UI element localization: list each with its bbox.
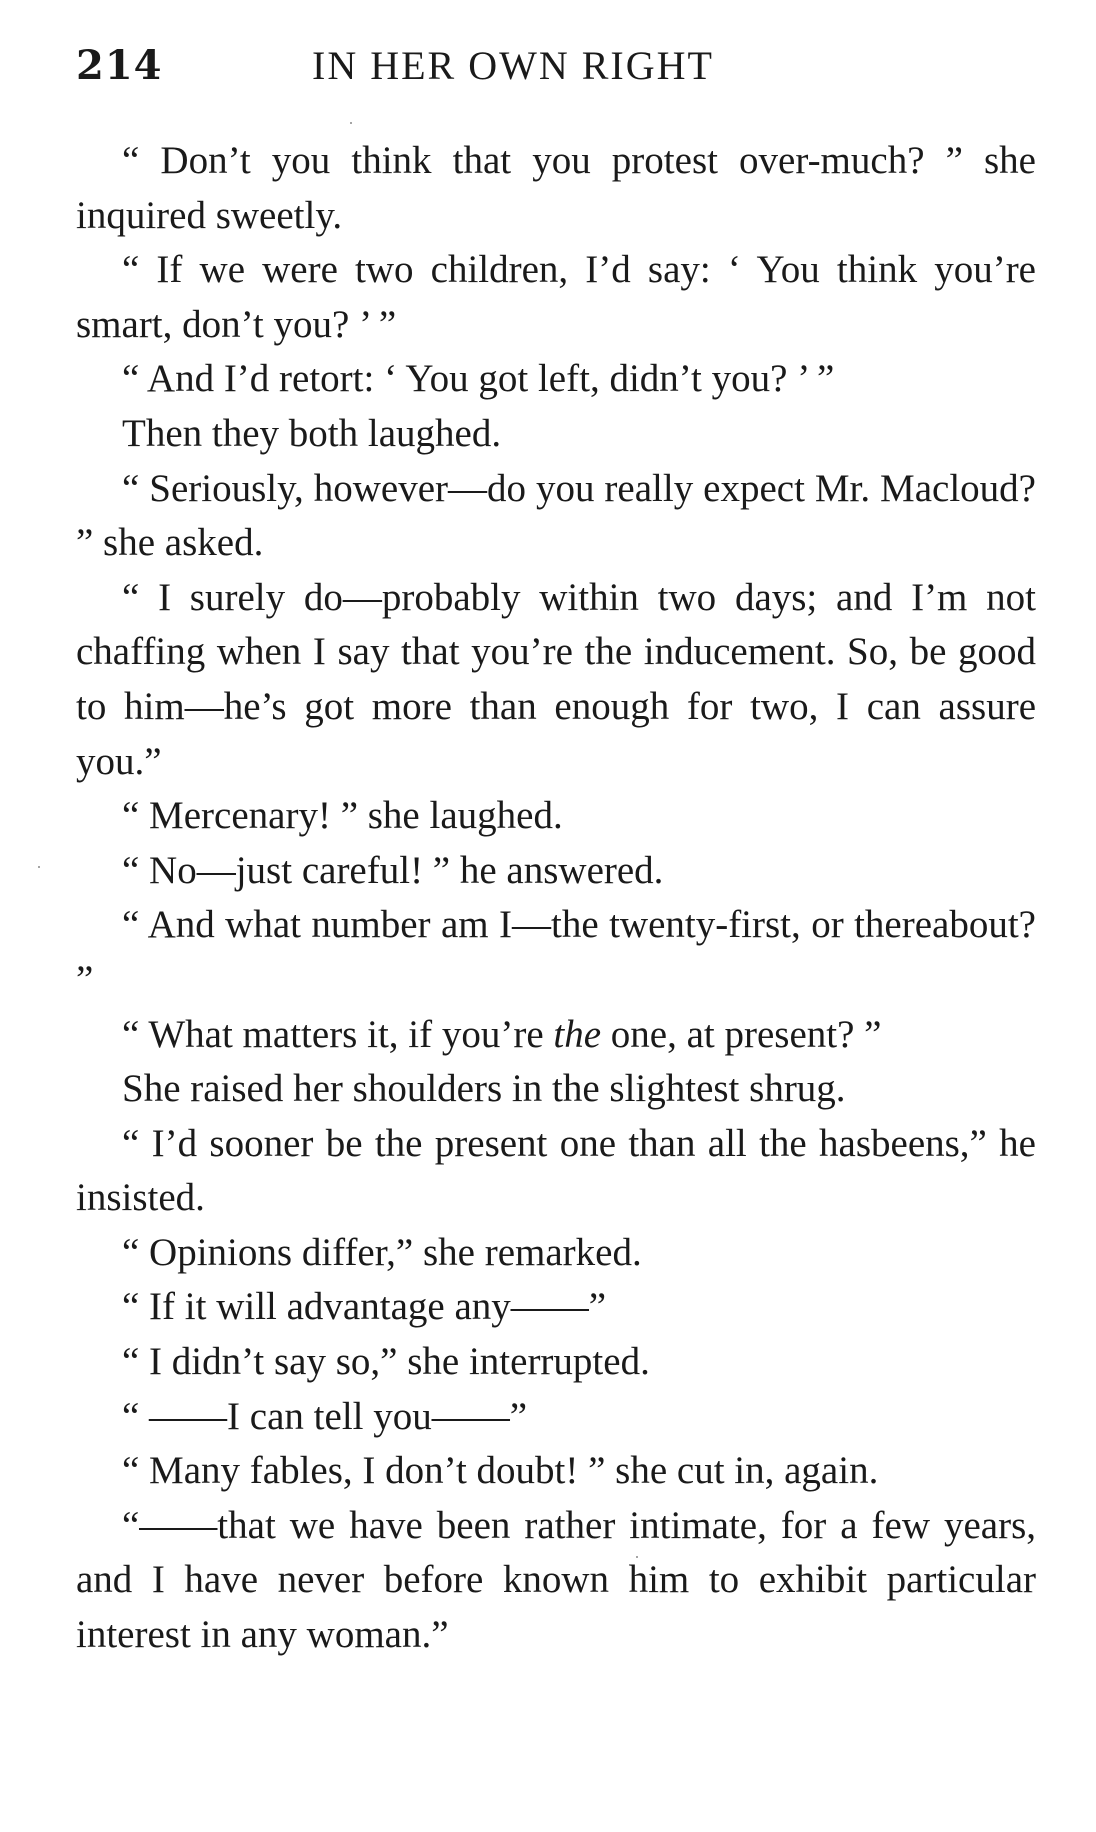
paragraph-13: “ Opinions differ,” she remarked. [122, 1230, 642, 1274]
paragraph-8: “ No—just careful! ” he answered. [122, 848, 664, 892]
paper-speck [350, 122, 352, 124]
paragraph-9: “ And what number am I—the twenty-first, or thereabout? ” [76, 903, 1036, 1001]
paragraph-10-italic: the [553, 1012, 602, 1056]
paragraph-10-after: one, at present? ” [601, 1012, 882, 1056]
paper-speck [636, 1556, 638, 1558]
paragraph-10-before: “ What matters it, if you’re [122, 1012, 554, 1056]
page-number: 214 [76, 42, 163, 89]
body-text [76, 134, 1036, 1663]
paragraph-15: “ I didn’t say so,” she interrupted. [122, 1340, 650, 1384]
paragraph-5: “ Seriously, however—do you really expect Mr. Macloud? ” she asked. [76, 466, 1036, 565]
paragraph-2: “ If we were two children, I’d say: ‘ You think you’re smart, don’t you? ’ ” [76, 248, 1036, 346]
page-header [76, 42, 1036, 98]
paragraph-12: “ I’d sooner be the present one than all the hasbeens,” he insisted. [76, 1121, 1036, 1220]
running-head-title: IN HER OWN RIGHT [312, 43, 714, 88]
paragraph-10 [76, 1008, 1036, 1063]
paragraph-18: “——that we have been rather intimate, for a few years, and I have never before known him to exhibit particular interest in any woman.” [76, 1503, 1036, 1657]
paragraph-6: “ I surely do—probably within two days; and I’m not chaffing when I say that you’re the inducement. So, be good to him—he’s got more than enough for two, I can assure you.” [76, 575, 1036, 783]
paragraph-3: “ And I’d retort: ‘ You got left, didn’t you? ’ ” [122, 357, 835, 401]
paper-speck [38, 866, 40, 868]
paragraph-4: Then they both laughed. [122, 411, 502, 455]
paragraph-1: “ Don’t you think that you protest over-much? ” she inquired sweetly. [76, 139, 1036, 237]
paragraph-11: She raised her shoulders in the slightest shrug. [122, 1067, 846, 1111]
paragraph-17: “ Many fables, I don’t doubt! ” she cut in, again. [122, 1449, 879, 1493]
paragraph-14: “ If it will advantage any——” [122, 1285, 607, 1329]
paragraph-7: “ Mercenary! ” she laughed. [122, 794, 563, 838]
paragraph-16: “ ——I can tell you——” [122, 1394, 528, 1438]
